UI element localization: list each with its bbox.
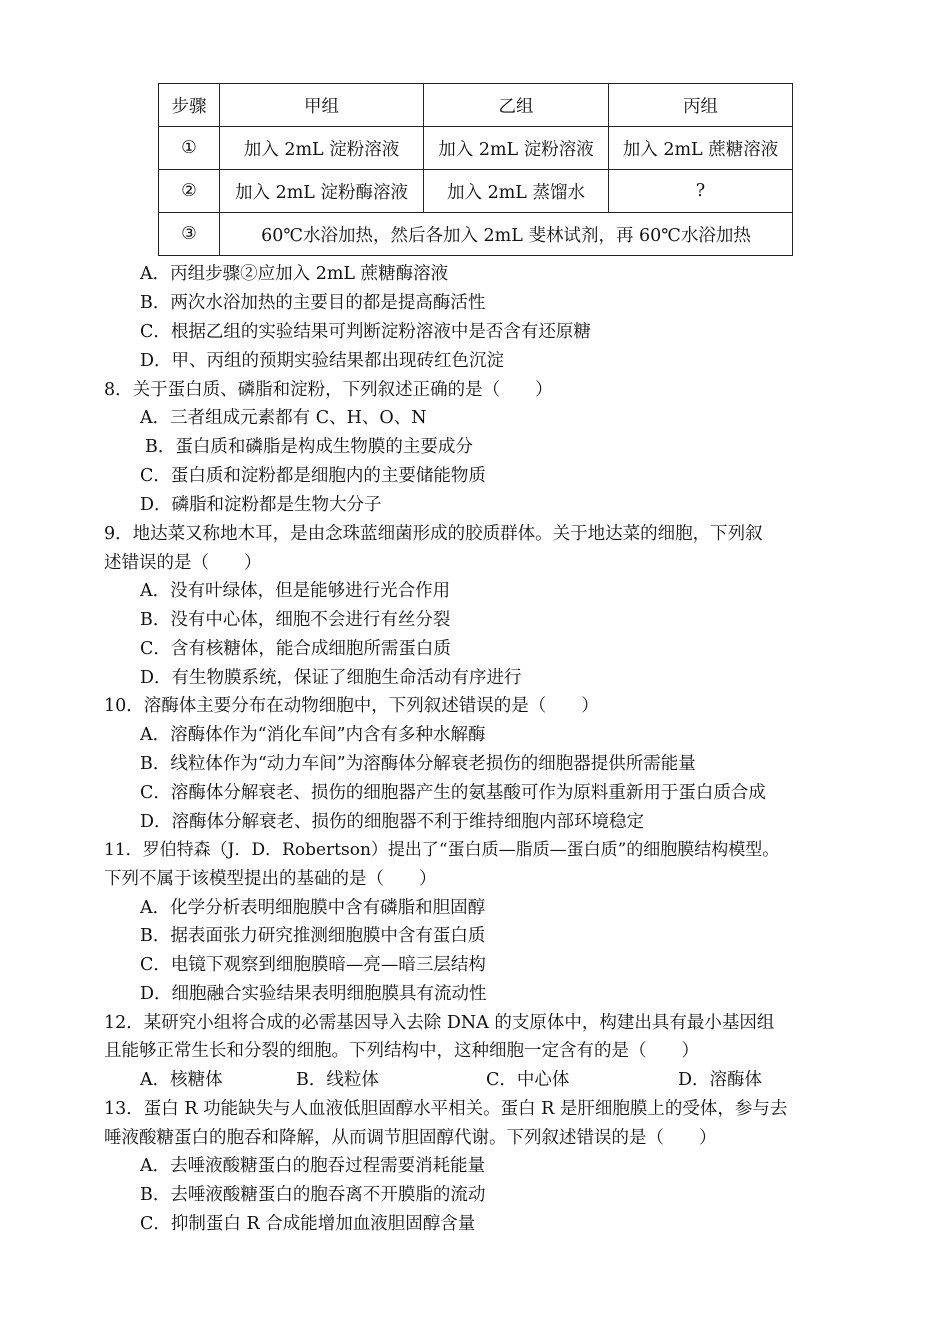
q9-option-c[interactable]: C．含有核糖体，能合成细胞所需蛋白质 <box>140 639 451 659</box>
q9-option-b[interactable]: B．没有中心体，细胞不会进行有丝分裂 <box>140 610 451 630</box>
q7-option-b[interactable]: B．两次水浴加热的主要目的都是提高酶活性 <box>140 293 486 313</box>
table-merged-cell: 60℃水浴加热，然后各加入 2mL 斐林试剂，再 60℃水浴加热 <box>220 213 793 256</box>
q8-option-d[interactable]: D．磷脂和淀粉都是生物大分子 <box>140 495 382 515</box>
table-header-row <box>159 84 793 127</box>
table-cell: 加入 2mL 蔗糖溶液 <box>609 127 793 170</box>
q7-option-d[interactable]: D．甲、丙组的预期实验结果都出现砖红色沉淀 <box>140 351 505 371</box>
q10-option-a[interactable]: A．溶酶体作为“消化车间”内含有多种水解酶 <box>140 725 486 745</box>
q11-option-d[interactable]: D．细胞融合实验结果表明细胞膜具有流动性 <box>140 984 487 1004</box>
q9-option-d[interactable]: D．有生物膜系统，保证了细胞生命活动有序进行 <box>140 668 522 688</box>
q8-option-b[interactable]: B．蛋白质和磷脂是构成生物膜的主要成分 <box>145 437 473 457</box>
q13-option-a[interactable]: A．去唾液酸糖蛋白的胞吞过程需要消耗能量 <box>140 1156 486 1176</box>
table-cell: 加入 2mL 淀粉酶溶液 <box>220 170 424 213</box>
table-header-cell: 步骤 <box>159 84 220 127</box>
q8-stem: 8．关于蛋白质、磷脂和淀粉，下列叙述正确的是（ ） <box>104 380 553 400</box>
q11-option-a[interactable]: A．化学分析表明细胞膜中含有磷脂和胆固醇 <box>140 898 486 918</box>
table-cell: 加入 2mL 淀粉溶液 <box>220 127 424 170</box>
q11-stem-line1: 11．罗伯特森（J．D．Robertson）提出了“蛋白质—脂质—蛋白质”的细胞膜结构模型。 <box>104 840 780 860</box>
q7-option-a[interactable]: A．丙组步骤②应加入 2mL 蔗糖酶溶液 <box>140 264 449 284</box>
q12-option-b[interactable]: B．线粒体 <box>296 1070 379 1090</box>
q13-stem-line1: 13．蛋白 R 功能缺失与人血液低胆固醇水平相关。蛋白 R 是肝细胞膜上的受体，参与去 <box>104 1099 788 1119</box>
q13-option-b[interactable]: B．去唾液酸糖蛋白的胞吞离不开膜脂的流动 <box>140 1185 486 1205</box>
q11-option-c[interactable]: C．电镜下观察到细胞膜暗—亮—暗三层结构 <box>140 955 486 975</box>
table-header-cell: 丙组 <box>609 84 793 127</box>
table-header-cell: 乙组 <box>424 84 609 127</box>
table-cell: ③ <box>159 213 220 256</box>
q8-option-a[interactable]: A．三者组成元素都有 C、H、O、N <box>140 408 427 428</box>
q13-stem-line2: 唾液酸糖蛋白的胞吞和降解，从而调节胆固醇代谢。下列叙述错误的是（ ） <box>104 1128 717 1148</box>
q8-option-c[interactable]: C．蛋白质和淀粉都是细胞内的主要储能物质 <box>140 466 486 486</box>
q11-option-b[interactable]: B．据表面张力研究推测细胞膜中含有蛋白质 <box>140 926 486 946</box>
table-row <box>159 170 793 213</box>
q12-option-c[interactable]: C．中心体 <box>486 1070 570 1090</box>
table-cell: ① <box>159 127 220 170</box>
q10-option-c[interactable]: C．溶酶体分解衰老、损伤的细胞器产生的氨基酸可作为原料重新用于蛋白质合成 <box>140 783 766 803</box>
table-cell: 加入 2mL 蒸馏水 <box>424 170 609 213</box>
q10-option-d[interactable]: D．溶酶体分解衰老、损伤的细胞器不利于维持细胞内部环境稳定 <box>140 812 645 832</box>
table-cell: ② <box>159 170 220 213</box>
table-cell: ? <box>609 170 793 213</box>
table-cell: 加入 2mL 淀粉溶液 <box>424 127 609 170</box>
q12-option-a[interactable]: A．核糖体 <box>140 1070 223 1090</box>
q7-option-c[interactable]: C．根据乙组的实验结果可判断淀粉溶液中是否含有还原糖 <box>140 322 591 342</box>
q13-option-c[interactable]: C．抑制蛋白 R 合成能增加血液胆固醇含量 <box>140 1214 476 1234</box>
table-row <box>159 213 793 256</box>
experiment-table <box>158 83 793 256</box>
table-row <box>159 127 793 170</box>
q9-stem-line2: 述错误的是（ ） <box>104 553 262 573</box>
q11-stem-line2: 下列不属于该模型提出的基础的是（ ） <box>104 869 437 889</box>
q9-stem-line1: 9．地达菜又称地木耳，是由念珠蓝细菌形成的胶质群体。关于地达菜的细胞，下列叙 <box>104 524 763 544</box>
q12-stem-line1: 12．某研究小组将合成的必需基因导入去除 DNA 的支原体中，构建出具有最小基因组 <box>104 1013 775 1033</box>
q10-option-b[interactable]: B．线粒体作为“动力车间”为溶酶体分解衰老损伤的细胞器提供所需能量 <box>140 754 696 774</box>
q9-option-a[interactable]: A．没有叶绿体，但是能够进行光合作用 <box>140 581 451 601</box>
q12-option-d[interactable]: D．溶酶体 <box>678 1070 763 1090</box>
q10-stem: 10．溶酶体主要分布在动物细胞中，下列叙述错误的是（ ） <box>104 696 599 716</box>
q12-stem-line2: 且能够正常生长和分裂的细胞。下列结构中，这种细胞一定含有的是（ ） <box>104 1041 699 1061</box>
table-header-cell: 甲组 <box>220 84 424 127</box>
